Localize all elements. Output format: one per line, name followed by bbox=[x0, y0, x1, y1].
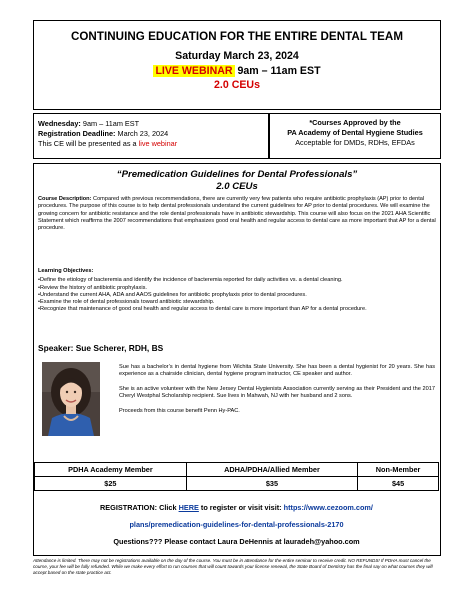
price-value: $25 bbox=[35, 477, 187, 491]
objectives-list bbox=[38, 277, 436, 313]
learning-objectives bbox=[38, 268, 436, 314]
day-value: 9am – 11am EST bbox=[82, 119, 140, 128]
header-date: Saturday March 23, 2024 bbox=[175, 50, 299, 62]
day-label: Wednesday: bbox=[38, 119, 81, 128]
bio-paragraph: Proceeds from this course benefit Penn Hy-PAC. bbox=[119, 407, 240, 414]
price-value: $35 bbox=[186, 477, 357, 491]
bio-paragraph: She is an active volunteer with the New Jersey Dental Hygienists Association currently serving as their President and the 2017 Cheryl Westphal Scholarship recipient. Sue lives in Mahwah, NJ with her husband and 2 sons. bbox=[119, 385, 435, 400]
course-description bbox=[38, 196, 436, 232]
presented-highlight: live webinar bbox=[138, 139, 178, 148]
pricing-table bbox=[34, 462, 439, 491]
approval-info bbox=[270, 118, 440, 148]
presented-text: This CE will be presented as a bbox=[38, 139, 137, 148]
registration-middle: to register or visit visit: bbox=[200, 503, 282, 512]
bio-paragraph: Sue has a bachelor’s in dental hygiene from Wichita State University. She has been a dental hygienist for 20 years. She has experience as a chairside clinician, dental hygiene program instructor, CE speaker and author. bbox=[119, 364, 435, 378]
speaker-heading: Speaker: Sue Scherer, RDH, BS bbox=[38, 343, 164, 353]
approved-line2: PA Academy of Dental Hygiene Studies bbox=[287, 128, 423, 137]
header-ceus: 2.0 CEUs bbox=[214, 79, 260, 91]
objective-item: • Understand the current AHA, ADA and AAOS guidelines for antibiotic prophylaxis prior to dental procedures. bbox=[38, 292, 436, 299]
objective-item: • Examine the role of dental professionals toward antibiotic stewardship. bbox=[38, 299, 436, 306]
header-title: CONTINUING EDUCATION FOR THE ENTIRE DENTAL TEAM bbox=[70, 30, 404, 43]
deadline-value: March 23, 2024 bbox=[117, 129, 169, 138]
pricing-header-row bbox=[35, 463, 439, 477]
header-live-line bbox=[34, 65, 440, 77]
objective-item: • Recognize that maintenance of good oral health and regular access to dental care is more important than AP for a dental procedure. bbox=[38, 306, 436, 313]
description-text: Compared with previous recommendations, there are currently very few patients who require antibiotic prophylaxis (AP) prior to dental procedures. The purpose of this course is to help dental professionals understand the current guidelines for AP prior to dental procedures. We will examine the growing concern for antibiotic resistance and the role dental professionals have in antibiotic stewardship. This course will also focus on the 2021 AHA Scientific Statement which reaffirms the 2007 recommendations that emphasizes good oral health and regular access to dental care as more important that AP for a dental procedure. bbox=[38, 196, 436, 232]
registration-click: Click bbox=[159, 503, 177, 512]
deadline-label: Registration Deadline: bbox=[38, 129, 116, 138]
pricing-header: Non-Member bbox=[358, 463, 439, 477]
schedule-info bbox=[38, 119, 177, 149]
course-ceus: 2.0 CEUs bbox=[216, 181, 258, 192]
header-box bbox=[33, 20, 441, 110]
registration-url-line bbox=[34, 520, 439, 529]
course-title: “Premedication Guidelines for Dental Professionals” bbox=[116, 169, 358, 180]
header-time: 9am – 11am EST bbox=[237, 65, 321, 77]
cezoom-url-link[interactable]: https://www.cezoom.com/ bbox=[283, 503, 373, 512]
pricing-header: ADHA/PDHA/Allied Member bbox=[186, 463, 357, 477]
pricing-value-row bbox=[35, 477, 439, 491]
course-box bbox=[33, 163, 441, 556]
description-label: Course Description: bbox=[38, 196, 92, 202]
disclaimer: Attendance is limited. There may not be registrations available on the day of the course. You must be in attendance for the entire seminar to receive credit. NO REFUNDS! If PDHA must cancel the course, your fee will be fully refunded. While we make every effort to run courses that will count towards your license renewal, the State Board of Dentistry has the final say on what courses they will accept based on the state practice act. bbox=[33, 558, 433, 575]
course-url-link[interactable]: plans/premedication-guidelines-for-dental-professionals-2170 bbox=[129, 520, 344, 529]
live-webinar-badge: LIVE WEBINAR bbox=[155, 65, 233, 77]
speaker-bio bbox=[119, 364, 435, 422]
approved-line3: Acceptable for DMDs, RDHs, EFDAs bbox=[295, 138, 415, 147]
speaker-photo bbox=[42, 362, 100, 436]
objective-item: • Review the history of antibiotic prophylaxis. bbox=[38, 285, 436, 292]
info-box bbox=[33, 113, 441, 159]
price-value: $45 bbox=[358, 477, 439, 491]
objective-item: • Define the etiology of bacteremia and identify the incidence of bacteremia reported for daily activities vs. a dental cleaning. bbox=[38, 277, 436, 284]
registration-label: REGISTRATION: bbox=[100, 503, 158, 512]
pricing-header: PDHA Academy Member bbox=[35, 463, 187, 477]
registration-line bbox=[34, 503, 439, 512]
questions-line: Questions??? Please contact Laura DeHennis at lauradeh@yahoo.com bbox=[113, 537, 360, 546]
register-here-link[interactable]: HERE bbox=[178, 503, 199, 512]
objectives-title: Learning Objectives: bbox=[38, 268, 94, 274]
approved-line1: *Courses Approved by the bbox=[309, 118, 401, 127]
